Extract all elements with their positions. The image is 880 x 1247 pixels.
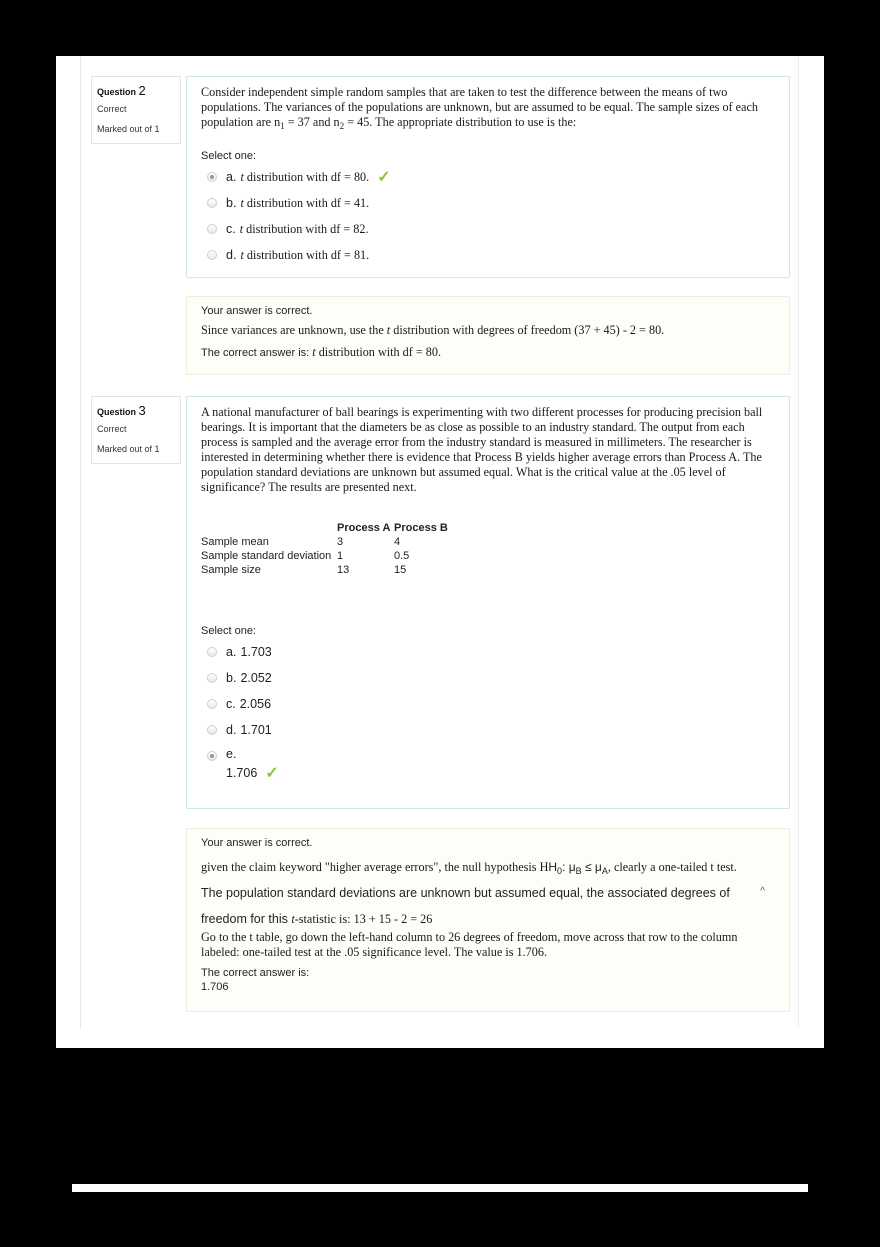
answer-option-b[interactable]: b. t distribution with df = 41. <box>201 190 775 216</box>
feedback-correct-value: 1.706 <box>201 981 229 993</box>
radio[interactable] <box>207 725 217 735</box>
question-3-formulation <box>186 396 790 809</box>
radio[interactable] <box>207 699 217 709</box>
question-status: Correct <box>97 424 127 434</box>
question-3-info <box>91 396 181 464</box>
feedback-result: Your answer is correct. <box>201 305 313 317</box>
question-2-info <box>91 76 181 144</box>
radio[interactable] <box>207 647 217 657</box>
question-marks: Marked out of 1 <box>97 124 160 134</box>
question-number: Question 3 <box>97 403 146 418</box>
answer-option-c[interactable]: c. 2.056 <box>201 691 775 717</box>
question-number: Question 2 <box>97 83 146 98</box>
question-2-feedback <box>186 296 790 375</box>
radio-selected[interactable] <box>207 751 217 761</box>
question-2-formulation <box>186 76 790 278</box>
answer-option-e[interactable]: e. 1.706 ✓ <box>201 747 775 783</box>
radio[interactable] <box>207 673 217 683</box>
table-row: Sample size 13 15 <box>201 564 407 576</box>
answer-option-d[interactable]: d. t distribution with df = 81. <box>201 242 775 268</box>
question-status: Correct <box>97 104 127 114</box>
right-divider <box>798 56 799 1028</box>
feedback-result: Your answer is correct. <box>201 837 313 849</box>
quiz-review-page <box>56 56 824 1048</box>
correct-check-icon: ✓ <box>265 765 279 782</box>
table-row: Sample standard deviation 1 0.5 <box>201 550 410 562</box>
collapse-chevron-icon[interactable]: ^ <box>760 886 765 897</box>
answer-option-d[interactable]: d. 1.701 <box>201 717 775 743</box>
feedback-line-1: given the claim keyword "higher average errors", the null hypothesis $HH_0$: $\mu_B \le \mu_A$, clearly a one-tailed t test. <box>201 860 737 876</box>
bottom-bar <box>72 1184 808 1192</box>
select-one-label: Select one: <box>201 150 257 162</box>
select-one-label: Select one: <box>201 625 257 637</box>
question-text: A national manufacturer of ball bearings is experimenting with two different processes for producing precision ball bearings. It is important that the diameters be as close as possible to an industry standard. The output from each process is sampled and the average error from the industry standard is measured in millimeters. The researcher is interested in determining whether there is evidence that Process B yields higher average errors than Process A. The population standard deviations are unknown but assumed equal. What is the critical value at the .05 level of significance? The results are presented next. <box>201 405 763 494</box>
feedback-correct-answer: The correct answer is: t distribution with df = 80. <box>201 345 442 359</box>
answer-option-a[interactable]: a. 1.703 <box>201 639 775 665</box>
radio[interactable] <box>207 224 217 234</box>
question-3-feedback <box>186 828 790 1012</box>
question-text: Consider independent simple random samples that are taken to test the difference between the means of two populations. The variances of the populations are unknown, but are assumed to be equal. The sample sizes of each population are $n_1 = 37$ and $n_2 = 45$. The appropriate distribution to use is the: <box>201 85 758 131</box>
answer-option-a[interactable]: a. t distribution with df = 80. ✓ <box>201 164 775 190</box>
feedback-correct-label: The correct answer is: <box>201 967 310 979</box>
radio[interactable] <box>207 198 217 208</box>
results-table: Process A Process B Sample mean 3 4 Sample standard deviation 1 0.5 Sample size 13 15 <box>201 522 448 576</box>
radio[interactable] <box>207 250 217 260</box>
feedback-line-4: Go to the t table, go down the left-hand column to 26 degrees of freedom, move across that row to the column labeled: one-tailed test at the .05 significance level. The value is 1.706. <box>201 930 738 959</box>
table-row: Sample mean 3 4 <box>201 536 401 548</box>
left-divider <box>80 56 81 1028</box>
feedback-line-3: freedom for this t-statistic is: 13 + 15 - 2 = 26 <box>201 912 433 926</box>
answer-option-b[interactable]: b. 2.052 <box>201 665 775 691</box>
question-marks: Marked out of 1 <box>97 444 160 454</box>
correct-check-icon: ✓ <box>377 169 391 186</box>
feedback-line-2: The population standard deviations are unknown but assumed equal, the associated degrees of ^ <box>201 886 765 900</box>
answer-option-c[interactable]: c. t distribution with df = 82. <box>201 216 775 242</box>
radio-selected[interactable] <box>207 172 217 182</box>
feedback-explanation: Since variances are unknown, use the t distribution with degrees of freedom (37 + 45) - 2 = 80. <box>201 323 665 337</box>
